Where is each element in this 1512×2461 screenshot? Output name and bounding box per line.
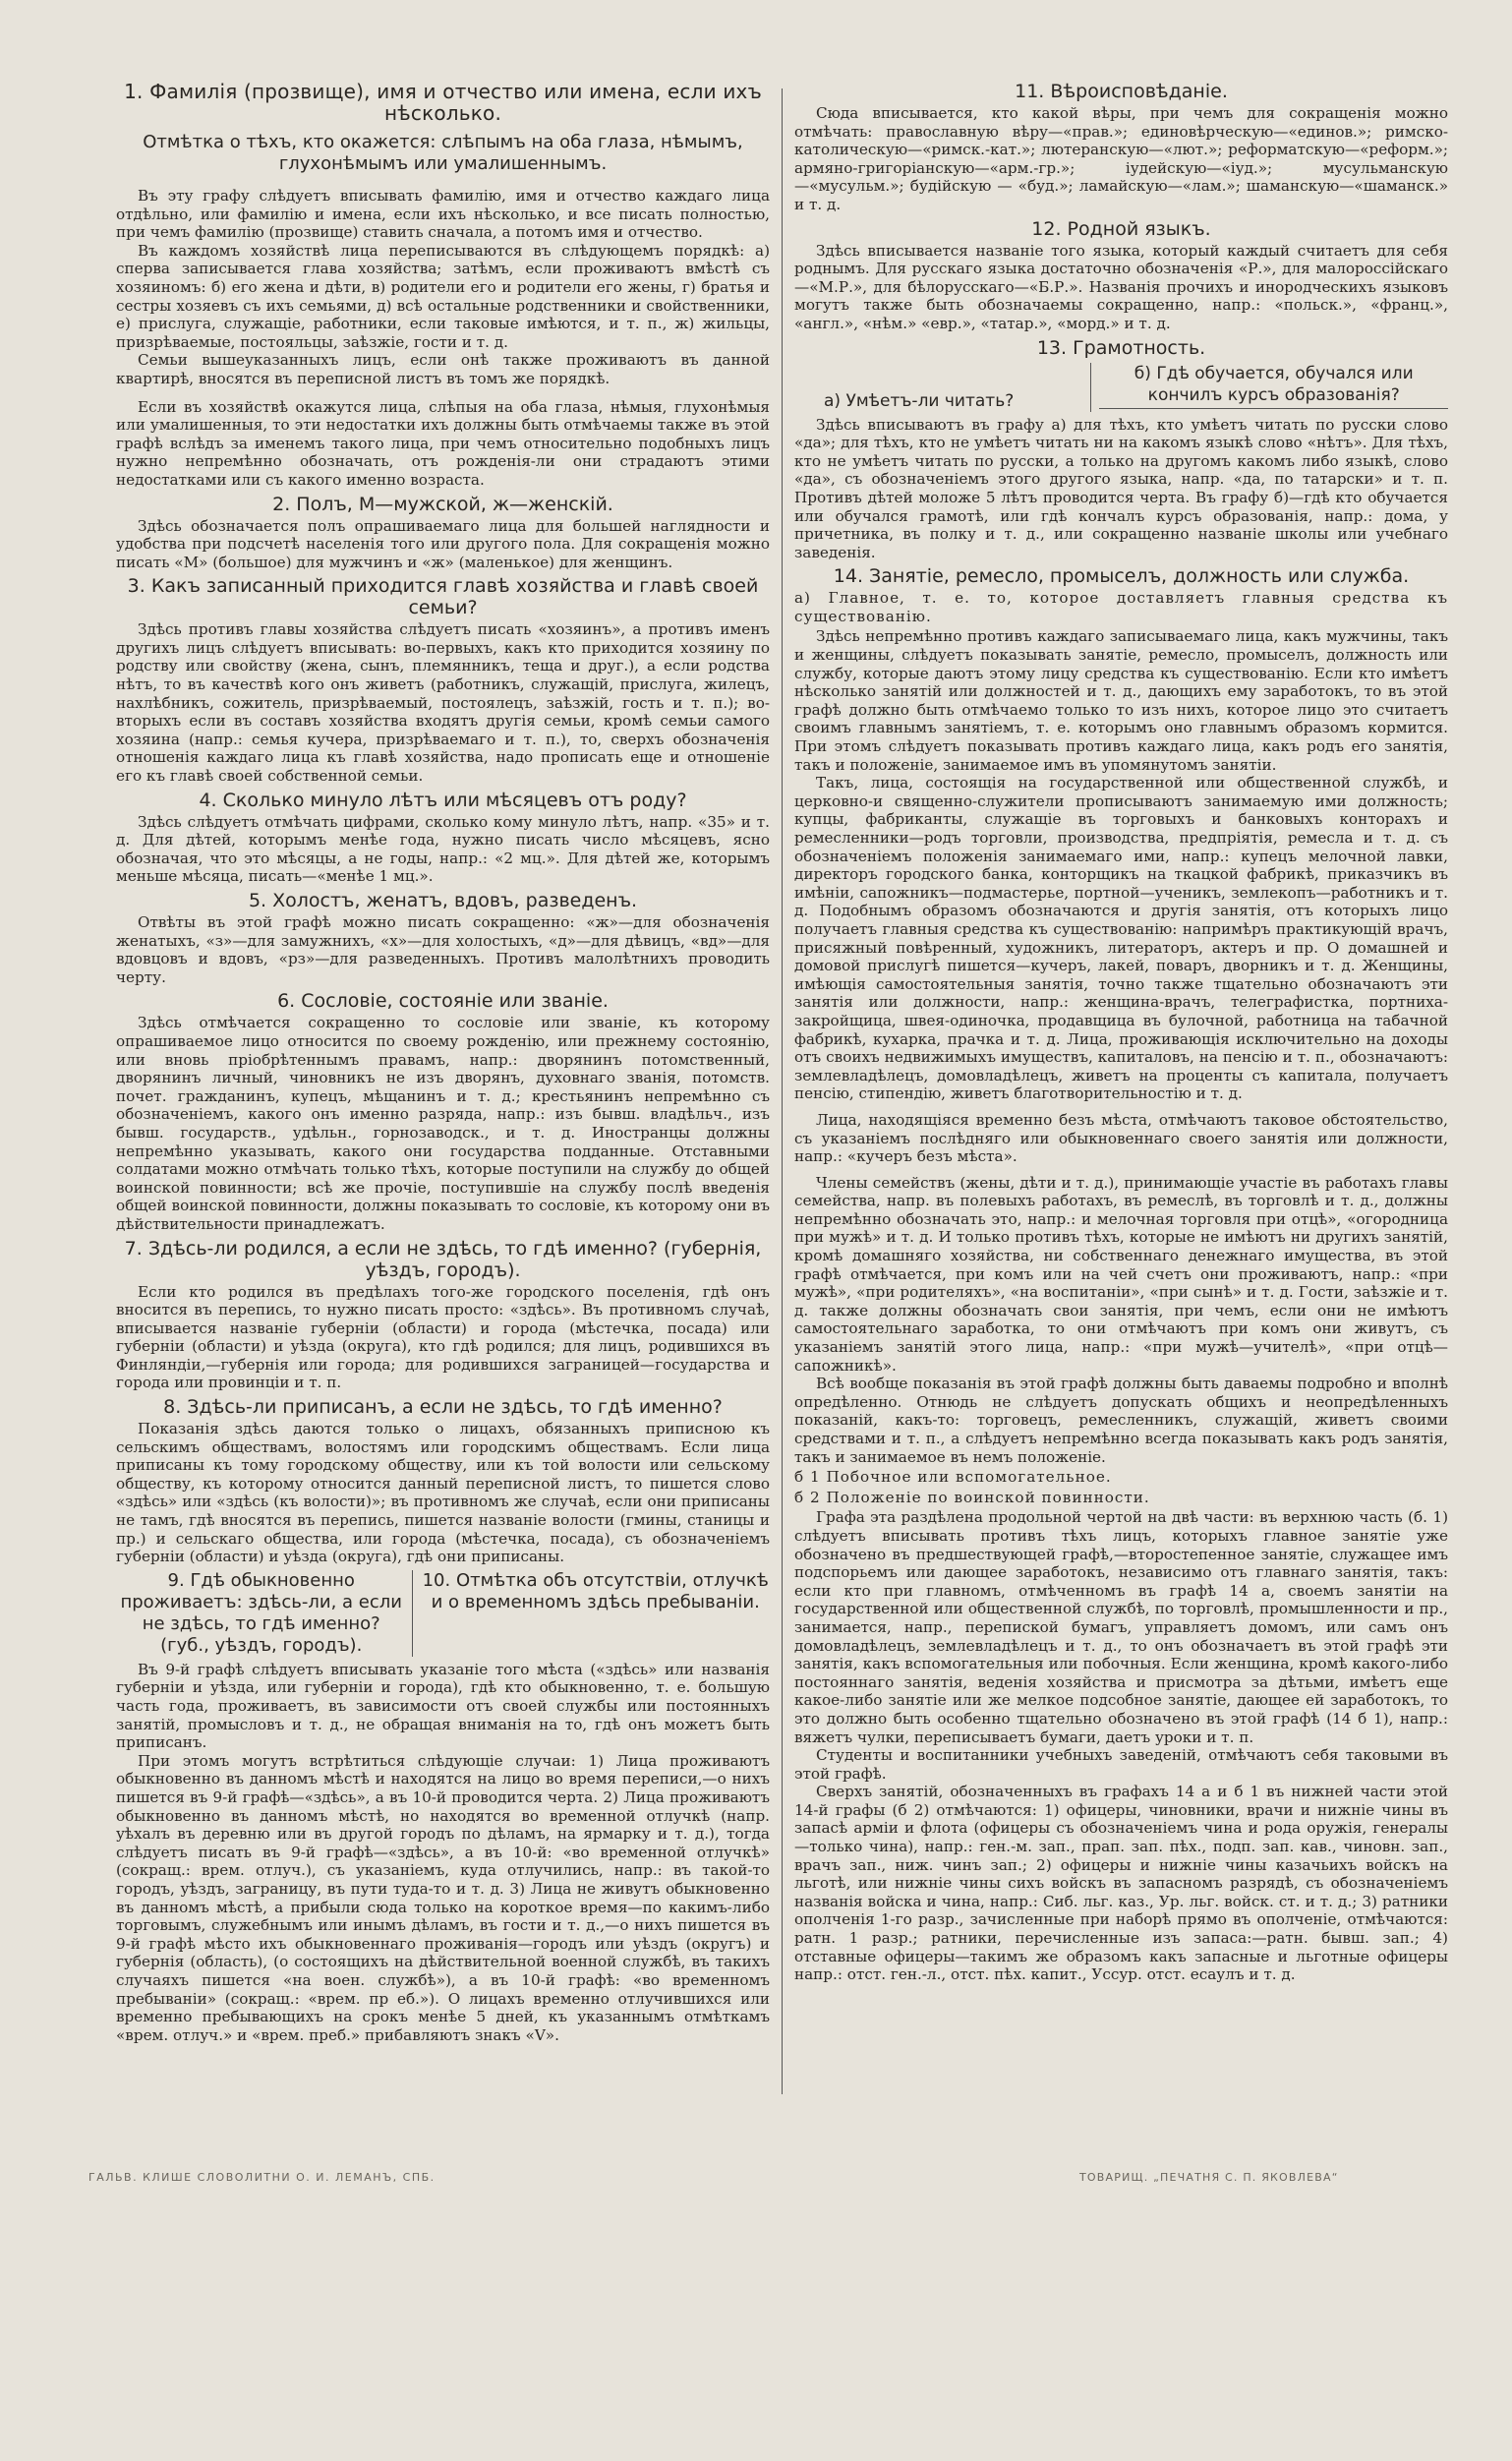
section-10-cell — [413, 1570, 770, 1657]
paragraph: При этомъ могутъ встрѣтиться слѣдующіе случаи: 1) Лица проживаютъ обыкновенно въ данномъ мѣстѣ и находятся на лицо во время переписи,—о нихъ пишется въ 9-й графѣ—«здѣсь», а въ 10-й проводится черта. 2) Лица проживаютъ обыкновенно въ данномъ мѣстѣ, но находятся во временной отлучкѣ (напр. уѣхалъ въ деревню или въ другой городъ по дѣламъ, на ярмарку и т. д.), тогда слѣдуетъ писать въ 9-й графѣ—«здѣсь», а въ 10-й: «во временной отлучкѣ» (сокращ.: врем. отлуч.), съ указаніемъ, куда отлучились, напр.: въ такой-то городъ, уѣздъ, заграницу, въ пути туда-то и т. д. 3) Лица не живутъ обыкновенно въ данномъ мѣстѣ, а прибыли сюда только на короткое время—по какимъ-либо торговымъ, служебнымъ или инымъ дѣламъ, въ гости и т. д.,—о нихъ пишется въ 9-й графѣ мѣсто ихъ обыкновеннаго проживанія—городъ или уѣздъ (округъ) и губернія (область), (о состоящихъ на дѣйствительной военной службѣ, въ такихъ случаяхъ пишется «на воен. службѣ»), а въ 10-й графѣ: «во временномъ пребываніи» (сокращ.: «врем. пр еб.»). О лицахъ временно отлучившихся или временно пребывающихъ на срокъ менѣе 5 дней, къ указаннымъ отмѣткамъ «врем. отлуч.» и «врем. преб.» прибавляютъ знакъ «V». — [116, 1751, 770, 2044]
paragraph: Сюда вписывается, кто какой вѣры, при чемъ для сокращенія можно отмѣчать: православную вѣру—«прав.»; единовѣрческую—«единов.»; римско-католическую—«римск.-кат.»; лютеранскую—«лют.»; реформатскую—«реформ.»; армяно-григоріанскую—«арм.-гр.»; іудейскую—«іуд.»; мусульманскую—«мусульм.»; будійскую — «буд.»; ламайскую—«лам.»; шаманскую—«шаманск.» и т. д. — [794, 104, 1448, 213]
section-13-header — [794, 363, 1448, 412]
section-9-cell — [116, 1570, 413, 1657]
paragraph: Отвѣты въ этой графѣ можно писать сокращенно: «ж»—для обозначенія женатыхъ, «з»—для замужнихъ, «х»—для холостыхъ, «д»—для дѣвицъ, «вд»—для вдовцовъ и вдовъ, «рз»—для разведенныхъ. Противъ малолѣтнихъ проводить черту. — [116, 913, 770, 986]
paragraph: Здѣсь слѣдуетъ отмѣчать цифрами, сколько кому минуло лѣтъ, напр. «35» и т. д. Для дѣтей, которымъ менѣе года, нужно писать число мѣсяцевъ, ясно обозначая, что это мѣсяцы, а не годы, напр.: «2 мц.». Для дѣтей же, которымъ меньше мѣсяца, писать—«менѣе 1 мц.». — [116, 812, 770, 886]
paragraph: Лица, находящіяся временно безъ мѣста, отмѣчаютъ таковое обстоятельство, съ указаніемъ послѣдняго или обыкновеннаго своего занятія или должности, напр.: «кучеръ безъ мѣста». — [794, 1110, 1448, 1166]
paragraph: Въ каждомъ хозяйствѣ лица переписываются въ слѣдующемъ порядкѣ: а) сперва записывается глава хозяйства; затѣмъ, если проживаютъ вмѣстѣ съ хозяиномъ: б) его жена и дѣти, в) родители его и родители его жены, г) братья и сестры хозяевъ съ ихъ семьями, д) всѣ остальные родственники и свойственники, е) прислуга, служащіе, работники, если таковые имѣются, и т. п., ж) жильцы, призрѣваемые, постояльцы, заѣзжіе, гости и т. д. — [116, 241, 770, 351]
section-13b-cell — [1091, 363, 1448, 412]
section-6-title: 6. Сословіе, состояніе или званіе. — [277, 990, 609, 1013]
paragraph: Графа эта раздѣлена продольной чертой на двѣ части: въ верхнюю часть (б. 1) слѣдуетъ вписывать противъ тѣхъ лицъ, которыхъ главное занятіе уже обозначено въ предшествующей графѣ,—второстепенное занятіе, служащее имъ подспорьемъ или дающее заработокъ, независимо отъ главнаго занятія, такъ: если кто при главномъ, отмѣченномъ въ графѣ 14 а, своемъ занятіи на государственной или общественной службѣ, по торговлѣ, промышленности и пр., занимается, напр., перепиской бумагъ, управляетъ домомъ, или самъ онъ домовладѣлецъ, землевладѣлецъ и т. д., то онъ обозначаетъ въ этой графѣ эти занятія, какъ вспомогательныя или побочныя. Если женщина, кромѣ какого-либо постояннаго занятія, веденія хозяйства и присмотра за дѣтьми, имѣетъ еще какое-либо занятіе или же мелкое подсобное занятіе, дающее ей заработокъ, то это должно быть особенно тщательно обозначено въ этой графѣ (14 б 1), напр.: вяжетъ чулки, переписываетъ бумаги, даетъ уроки и т. п. — [794, 1508, 1448, 1746]
section-5-title: 5. Холостъ, женатъ, вдовъ, разведенъ. — [248, 890, 638, 911]
column-divider — [782, 88, 783, 2094]
paragraph: Здѣсь отмѣчается сокращенно то сословіе или званіе, къ которому опрашиваемое лицо относится по своему рожденію, или прежнему состоянію, или вновь пріобрѣтеннымъ правамъ, напр.: дворянинъ потомственный, дворянинъ личный, чиновникъ не изъ дворянъ, духовнаго званія, потомств. почет. гражданинъ, купецъ, мѣщанинъ и т. д.; крестьянинъ непремѣнно съ обозначеніемъ, какого онъ именно разряда, напр.: изъ бывш. владѣльч., изъ бывш. государств., удѣльн., горнозаводск., и т. д. Иностранцы должны непремѣнно указывать, какого они государства подданные. Отставными солдатами можно отмѣчать только тѣхъ, которые поступили на службу до общей воинской повинности; всѣ же прочіе, поступившіе на службу послѣ введенія общей воинской повинности, должны показывать то сословіе, къ которому они въ дѣйствительности принадлежатъ. — [116, 1014, 770, 1233]
section-13-title: 13. Грамотность. — [1036, 336, 1206, 359]
paragraph: Здѣсь вписывается названіе того языка, который каждый считаетъ для себя роднымъ. Для русскаго языка достаточно обозначенія «Р.», для малороссійскаго—«М.Р.», для бѣлорусскаго—«Б.Р.». Названія прочихъ и инородческихъ языковъ могутъ также быть обозначаемы сокращенно, напр.: «польск.», «франц.», «англ.», «нѣм.» «евр.», «татар.», «морд.» и т. д. — [794, 241, 1448, 332]
paragraph: Здѣсь вписываютъ въ графу а) для тѣхъ, кто умѣетъ читать по русски слово «да»; для тѣхъ, кто не умѣетъ читать ни на какомъ языкѣ слово «нѣтъ». Для тѣхъ, кто не умѣетъ читать по русски, а только на другомъ какомъ либо языкѣ, слово «да», съ обозначеніемъ этого другого языка, напр. «да, по татарски» и т. п. Противъ дѣтей моложе 5 лѣтъ проводится черта. Въ графу б)—гдѣ кто обучается или обучался грамотѣ, или гдѣ кончалъ курсъ образованія, напр.: дома, у причетника, въ полку и т. д., или сокращенно названіе школы или учебнаго заведенія. — [794, 415, 1448, 561]
printer-credit-left: ГАЛЬВ. КЛИШЕ СЛОВОЛИТНИ О. И. ЛЕМАНЪ, СПБ. — [88, 2171, 436, 2184]
paragraph: Если въ хозяйствѣ окажутся лица, слѣпыя на оба глаза, нѣмыя, глухонѣмыя или умалишенныя, то эти недостатки ихъ должны быть отмѣчаемы также въ этой графѣ вслѣдъ за именемъ такого лица, при чемъ относительно подобныхъ лицъ нужно непремѣнно обозначать, отъ рожденія-ли они страдаютъ этими недостатками или съ какого именно возраста. — [116, 397, 770, 489]
paragraph: Здѣсь непремѣнно противъ каждаго записываемаго лица, какъ мужчины, такъ и женщины, слѣдуетъ показывать занятіе, ремесло, промыселъ, должность или службу, которые даютъ этому лицу средства къ существованію. Если кто имѣетъ нѣсколько занятій или должностей и т. д., дающихъ ему заработокъ, то въ этой графѣ должно быть отмѣчаемо только то изъ нихъ, которое лицо это считаетъ своимъ главнымъ занятіемъ, т. е. которымъ оно главнымъ образомъ кормится. При этомъ слѣдуетъ показывать противъ каждаго лица, какъ родъ его занятія, такъ и положеніе, занимаемое имъ въ упомянутомъ занятіи. — [794, 627, 1448, 774]
paragraph: Студенты и воспитанники учебныхъ заведеній, отмѣчаютъ себя таковыми въ этой графѣ. — [794, 1746, 1448, 1783]
paragraph: Члены семействъ (жены, дѣти и т. д.), принимающіе участіе въ работахъ главы семейства, напр. въ полевыхъ работахъ, въ ремеслѣ, въ торговлѣ и т. д., должны непремѣнно обозначать это, напр.: и мелочная торговля при отцѣ», «огородница при мужѣ» и т. д. И только противъ тѣхъ, которые не имѣютъ ни другихъ занятій, кромѣ домашняго хозяйства, ни собственнаго денежнаго имущества, въ этой графѣ отмѣчается, при комъ или на чей счетъ они проживаютъ, напр.: «при мужѣ», «при родителяхъ», «на воспитаніи», «при сынѣ» и т. д. Гости, заѣзжіе и т. д. также должны обозначать свои занятія, при чемъ, если они не имѣютъ самостоятельнаго заработка, то они отмѣчаютъ при комъ они живутъ, съ указаніемъ занятій этого лица, напр.: «при мужѣ—учителѣ», «при отцѣ—сапожникѣ». — [794, 1173, 1448, 1375]
paragraph: Семьи вышеуказанныхъ лицъ, если онѣ также проживаютъ въ данной квартирѣ, вносятся въ переписной листъ въ томъ же порядкѣ. — [116, 351, 770, 387]
section-10-title: 10. Отмѣтка объ отсутствіи, отлучкѣ и о временномъ здѣсь пребываніи. — [422, 1569, 769, 1612]
paragraph: Здѣсь противъ главы хозяйства слѣдуетъ писать «хозяинъ», а противъ именъ другихъ лицъ слѣдуетъ вписывать: во-первыхъ, какъ кто приходится хозяину по родству или свойству (жена, сынъ, племянникъ, теща и друг.), а если родства нѣтъ, то въ качествѣ кого онъ живетъ (работникъ, служащій, прислуга, жилецъ, нахлѣбникъ, сожитель, призрѣваемый, постоялецъ, заѣзжій, гость и т. п.); во-вторыхъ если въ составъ хозяйства входятъ другія семьи, кромѣ семьи самого хозяина (напр.: семья кучера, призрѣваемаго и т. п.), то, сверхъ обозначенія отношенія каждаго лица къ главѣ хозяйства, надо прописать еще и отношеніе его къ главѣ своей собственной семьи. — [116, 620, 770, 786]
paragraph: Показанія здѣсь даются только о лицахъ, обязанныхъ приписною къ сельскимъ обществамъ, волостямъ или городскимъ обществамъ. Если лица приписаны къ тому городскому обществу, или къ той волости или сельскому обществу, къ которому относится данный переписной листъ, то пишется слово «здѣсь» или «здѣсь (къ волости)»; въ противномъ же случаѣ, если они приписаны не тамъ, гдѣ вносятся въ перепись, пишется названіе волости (гмины, станицы и пр.) и сельскаго общества, или города (мѣстечка, посада), съ обозначеніемъ губерніи (области) и уѣзда (округа), гдѣ они приписаны. — [116, 1420, 770, 1566]
section-14a-title: а) Главное, т. е. то, которое доставляетъ главныя средства къ существованію. — [794, 589, 1448, 625]
sections-9-10-header — [116, 1570, 770, 1657]
right-column — [794, 77, 1448, 2082]
section-2-title: 2. Полъ, М—мужской, ж—женскій. — [272, 493, 613, 515]
paragraph: Здѣсь обозначается полъ опрашиваемаго лица для большей наглядности и удобства при подсчетѣ населенія того или другого пола. Для сокращенія можно писать «М» (большое) для мужчинъ и «ж» (маленькое) для женщинъ. — [116, 516, 770, 571]
section-14b2-title: б 2 Положеніе по воинской повинности. — [794, 1488, 1150, 1506]
section-12-title: 12. Родной языкъ. — [1031, 217, 1211, 240]
section-13a-title: а) Умѣетъ-ли читать? — [824, 390, 1015, 411]
paragraph: Всѣ вообще показанія въ этой графѣ должны быть даваемы подробно и вполнѣ опредѣленно. Отнюдь не слѣдуетъ допускать общихъ и неопредѣленныхъ показаній, какъ-то: торговецъ, ремесленникъ, служащій, живетъ своими средствами и т. п., а слѣдуетъ непремѣнно всегда показывать какъ родъ занятія, такъ и занимаемое въ немъ положеніе. — [794, 1375, 1448, 1466]
section-9-title: 9. Гдѣ обыкновенно проживаетъ: здѣсь-ли, а если не здѣсь, то гдѣ именно? (губ., уѣздъ, городъ). — [120, 1569, 402, 1656]
section-8-title: 8. Здѣсь-ли приписанъ, а если не здѣсь, то гдѣ именно? — [163, 1396, 723, 1419]
paragraph: Въ 9-й графѣ слѣдуетъ вписывать указаніе того мѣста («здѣсь» или названія губерніи и уѣзда, или губерніи и города), гдѣ кто обыкновенно, т. е. большую часть года, проживаетъ, въ зависимости отъ своей службы или постоянныхъ занятій, промысловъ и т. д., не обращая вниманія на то, гдѣ онъ можетъ быть приписанъ. — [116, 1660, 770, 1752]
paragraph: Сверхъ занятій, обозначенныхъ въ графахъ 14 а и б 1 въ нижней части этой 14-й графы (б 2) отмѣчаются: 1) офицеры, чиновники, врачи и нижніе чины въ запасѣ арміи и флота (офицеры съ обозначеніемъ чина и рода оружія, генералы—только чина), напр.: ген.-м. зап., прап. зап. пѣх., подп. зап. кав., чиновн. зап., врачъ зап., ниж. чинъ зап.; 2) офицеры и нижніе чины казачьихъ войскъ на льготѣ, или нижніе чины сихъ войскъ въ запасномъ разрядѣ, съ обозначеніемъ названія войска и чина, напр.: Сиб. льг. каз., Ур. льг. войск. ст. и т. д.; 3) ратники ополченія 1-го разр., зачисленные при наборѣ прямо въ ополченіе, отмѣчаются: ратн. 1 разр.; ратники, перечисленные изъ запаса:—ратн. бывш. зап.; 4) отставные офицеры—такимъ же образомъ какъ запасные и льготные офицеры напр.: отст. ген.-л., отст. пѣх. капит., Уссур. отст. есаулъ и т. д. — [794, 1783, 1448, 1984]
section-13a-cell — [794, 363, 1091, 412]
section-1-note: Отмѣтка о тѣхъ, кто окажется: слѣпымъ на оба глаза, нѣмымъ, глухонѣмымъ или умалишеннымъ. — [143, 132, 743, 174]
section-13b-title: б) Гдѣ обучается, обучался или кончилъ курсъ образованія? — [1099, 363, 1448, 409]
section-4-title: 4. Сколько минуло лѣтъ или мѣсяцевъ отъ роду? — [199, 789, 687, 811]
paragraph: Если кто родился въ предѣлахъ того-же городского поселенія, гдѣ онъ вносится въ перепись, то нужно писать просто: «здѣсь». Въ противномъ случаѣ, вписывается названіе губерніи (области) и города (мѣстечка, посада) или губерніи (области) и уѣзда (округа), кто гдѣ родился; для лицъ, родившихся въ Финляндіи,—губернія или города; для родившихся заграницей—государства и города или провинціи и т. п. — [116, 1282, 770, 1392]
section-3-title: 3. Какъ записанный приходится главѣ хозяйства и главѣ своей семьи? — [127, 575, 759, 619]
section-14b1-title: б 1 Побочное или вспомогательное. — [794, 1468, 1112, 1487]
paragraph: Въ эту графу слѣдуетъ вписывать фамилію, имя и отчество каждаго лица отдѣльно, или фамилію и имена, если ихъ нѣсколько, и все писать полностью, при чемъ фамилію (прозвище) ставить сначала, а потомъ имя и отчество. — [116, 187, 770, 242]
paragraph: Такъ, лица, состоящія на государственной или общественной службѣ, и церковно-и священно-служители прописываютъ занимаемую ими должность; купцы, фабриканты, служащіе въ торговыхъ и банковыхъ конторахъ и ремесленники—родъ торговли, производства, предпріятія, ремесла и т. д. съ обозначеніемъ положенія занимаемаго ими, напр.: купецъ мелочной лавки, директоръ городского банка, конторщикъ на ткацкой фабрикѣ, приказчикъ въ имѣніи, сапожникъ—подмастерье, портной—ученикъ, землекопъ—работникъ и т. д. Подобнымъ образомъ обозначаются и другія занятія, отъ которыхъ лицо получаетъ главныя средства къ существованію: напримѣръ практикующій врачъ, присяжный повѣренный, художникъ, литераторъ, актеръ и пр. О домашней и домовой прислугѣ пишется—кучеръ, лакей, поваръ, дворникъ и т. д. Женщины, имѣющія самостоятельныя занятія, точно также тщательно обозначаютъ эти занятія или должности, напр.: женщина-врачъ, телеграфистка, портниха-закройщица, швея-одиночка, продавщица въ булочной, работница на табачной фабрикѣ, кухарка, прачка и т. д. Лица, проживающія исключительно на доходы отъ своихъ недвижимыхъ имуществъ, капиталовъ, на пенсію и т. п., обозначаютъ: землевладѣлецъ, домовладѣлецъ, живетъ на проценты съ капитала, получаетъ пенсію, стипендію, живетъ благотворительностію и т. д. — [794, 774, 1448, 1103]
printer-credit-right: ТОВАРИЩ. „ПЕЧАТНЯ С. П. ЯКОВЛЕВА“ — [1079, 2171, 1339, 2184]
section-7-title: 7. Здѣсь-ли родился, а если не здѣсь, то гдѣ именно? (губернія, уѣздъ, городъ). — [124, 1237, 762, 1281]
section-11-title: 11. Вѣроисповѣданіе. — [1015, 81, 1228, 102]
left-column — [116, 77, 770, 2102]
section-14-title: 14. Занятіе, ремесло, промыселъ, должность или служба. — [833, 565, 1410, 588]
section-1-title: 1. Фамилія (прозвище), имя и отчество или имена, если ихъ нѣсколько. — [124, 80, 762, 125]
